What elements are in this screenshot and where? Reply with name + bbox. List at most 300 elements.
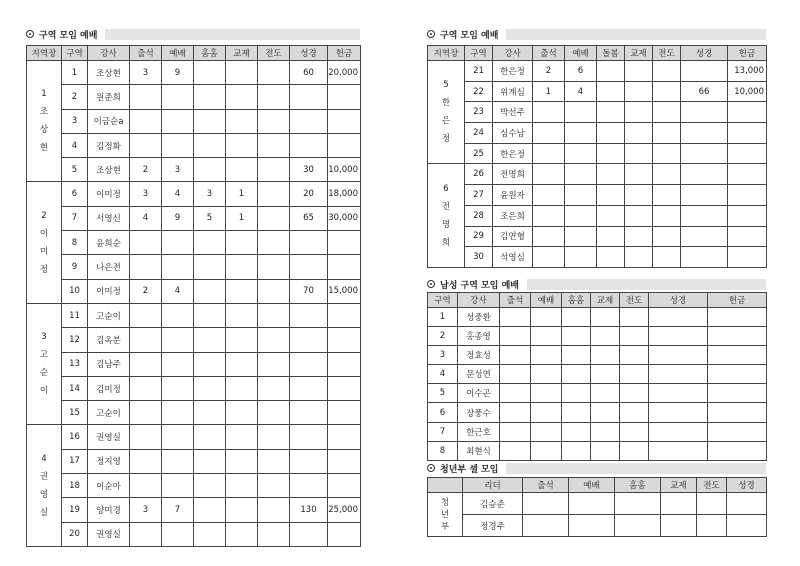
header-cell: 출석 [130,46,162,61]
men-header-cell: 강사 [458,293,500,308]
empty-cell [591,346,620,365]
region-leader-cell [428,164,465,267]
cell-teacher: 서영신 [88,206,130,230]
empty-cell [562,441,591,460]
circle-bullet-icon [427,280,435,288]
cell-teacher: 위계심 [493,81,533,102]
cell-fel [625,226,653,247]
cell-home [194,498,226,522]
table-row [428,81,767,102]
cell-teacher: 조은희 [493,205,533,226]
cell-bible [290,522,328,546]
empty-cell [708,327,767,346]
cell-teacher: 김연형 [493,226,533,247]
cell-off [728,102,767,123]
men-header-cell: 출석 [500,293,531,308]
table-row [27,255,361,279]
empty-cell [649,327,708,346]
cell-wor: 9 [162,61,194,85]
cell-off [328,133,361,157]
cell-no: 1 [62,61,88,85]
header-row [428,293,767,308]
cell-no: 18 [62,474,88,498]
youth-label-char: 부 [440,521,450,532]
cell-eva [258,85,290,109]
empty-cell [569,493,615,515]
title-bar [527,279,766,290]
cell-no: 11 [62,303,88,327]
cell-no: 7 [428,422,458,441]
cell-off [328,109,361,133]
cell-teacher: 권영실 [88,522,130,546]
region-leader-char: 6 [443,183,449,194]
table-row [27,449,361,473]
cell-eva [258,109,290,133]
header-row [428,478,767,493]
cell-off: 15,000 [328,279,361,303]
region-leader-char: 전 [441,201,451,212]
table-row [428,205,767,226]
empty-cell [562,346,591,365]
cell-eva [653,123,681,144]
cell-att [533,185,565,206]
empty-cell [500,441,531,460]
cell-teacher: 조상현 [88,158,130,182]
cell-off [328,449,361,473]
region-leader-cell [27,425,62,546]
cell-home [194,328,226,352]
cell-wor [162,328,194,352]
cell-eva [258,401,290,425]
empty-cell [523,493,569,515]
cell-leader: 김승준 [463,493,523,515]
empty-cell [727,515,767,537]
header-cell: 헌금 [728,46,767,61]
cell-no: 1 [428,308,458,327]
cell-wor [162,303,194,327]
cell-fel [226,61,258,85]
cell-eva [258,158,290,182]
cell-teacher: 이미정 [88,182,130,206]
table-row [428,102,767,123]
cell-bible: 60 [290,61,328,85]
cell-att: 2 [130,158,162,182]
youth-title-text: 청년부 셀 모임 [440,464,499,475]
cell-home [194,279,226,303]
empty-cell [620,403,649,422]
cell-home [597,61,625,82]
cell-bible [290,328,328,352]
youth-cell-table [427,477,767,537]
cell-home [597,143,625,164]
cell-home: 3 [194,182,226,206]
cell-no: 4 [428,365,458,384]
cell-att [533,102,565,123]
cell-wor [162,255,194,279]
cell-wor [162,352,194,376]
empty-cell [500,422,531,441]
empty-cell [500,346,531,365]
empty-cell [708,384,767,403]
empty-cell [697,515,727,537]
table-row [428,123,767,144]
cell-att [130,474,162,498]
cell-off [328,425,361,449]
empty-cell [523,515,569,537]
table-row [428,164,767,185]
empty-cell [620,384,649,403]
title-bar [105,29,360,40]
cell-teacher: 김옥분 [88,328,130,352]
cell-fel [625,102,653,123]
men-attendance-table [427,292,767,461]
youth-label-cell [428,493,463,537]
men-header-cell: 성경 [649,293,708,308]
cell-eva [258,449,290,473]
cell-fel [226,401,258,425]
table-row [27,425,361,449]
cell-bible [290,109,328,133]
cell-off [328,231,361,255]
cell-off: 25,000 [328,498,361,522]
region-leader-cell [27,61,62,182]
table-row [428,143,767,164]
cell-bible [681,205,728,226]
cell-bible [290,352,328,376]
empty-cell [591,441,620,460]
men-title-text: 남성 구역 모임 예배 [440,280,519,291]
cell-no: 23 [465,102,493,123]
cell-wor [162,449,194,473]
header-cell: 교제 [226,46,258,61]
left-section-title [26,27,360,41]
cell-att [533,143,565,164]
header-cell: 헌금 [328,46,361,61]
cell-fel [625,205,653,226]
empty-cell [649,441,708,460]
empty-cell [697,493,727,515]
table-row [27,109,361,133]
empty-cell [562,308,591,327]
youth-header-cell: 리더 [463,478,523,493]
header-cell: 홈홈 [194,46,226,61]
cell-teacher: 김정화 [88,133,130,157]
table-row [27,231,361,255]
cell-wor [162,376,194,400]
cell-home [597,205,625,226]
empty-cell [591,327,620,346]
empty-cell [500,403,531,422]
cell-no: 2 [428,327,458,346]
table-row [27,303,361,327]
cell-wor [565,185,597,206]
cell-fel [226,133,258,157]
men-section-title [427,277,766,291]
cell-bible [681,164,728,185]
cell-wor: 6 [565,61,597,82]
region-leader-char: 3 [41,332,47,343]
cell-home [194,85,226,109]
cell-bible [681,102,728,123]
cell-teacher: 고순이 [88,303,130,327]
header-cell: 강사 [493,46,533,61]
cell-eva [258,474,290,498]
cell-att [130,255,162,279]
cell-eva [653,247,681,268]
cell-eva [258,206,290,230]
cell-no: 3 [428,346,458,365]
cell-eva [653,61,681,82]
region-leader-char: 5 [443,80,449,91]
header-cell-leader: 지역장 [428,46,465,61]
cell-home [194,376,226,400]
table-row [428,308,767,327]
youth-label-char: 청 [440,497,450,508]
cell-fel [625,247,653,268]
cell-home [597,247,625,268]
cell-bible: 66 [681,81,728,102]
cell-home [597,164,625,185]
header-cell: 돌봄 [597,46,625,61]
cell-bible [290,376,328,400]
youth-header-cell: 교제 [661,478,697,493]
table-row [428,226,767,247]
cell-bible [290,449,328,473]
youth-header-cell: 전도 [697,478,727,493]
header-cell: 강사 [88,46,130,61]
cell-bible [290,425,328,449]
men-header-cell: 구역 [428,293,458,308]
cell-eva [258,328,290,352]
empty-cell [620,327,649,346]
cell-att [130,303,162,327]
table-row [27,133,361,157]
header-cell: 전도 [258,46,290,61]
cell-no: 22 [465,81,493,102]
cell-no: 12 [62,328,88,352]
header-cell: 구역 [62,46,88,61]
cell-home [597,81,625,102]
cell-no: 8 [428,441,458,460]
empty-cell [562,327,591,346]
empty-cell [620,346,649,365]
table-row [428,247,767,268]
region-leader-char: 영 [39,489,49,500]
right-section-title [427,27,766,41]
cell-eva [258,303,290,327]
cell-eva [258,376,290,400]
empty-cell [562,422,591,441]
cell-fel [226,255,258,279]
cell-att [130,376,162,400]
empty-cell [649,346,708,365]
cell-teacher: 박선주 [493,102,533,123]
cell-teacher: 성중환 [458,308,500,327]
cell-att: 1 [533,81,565,102]
table-row [27,376,361,400]
cell-fel [226,85,258,109]
cell-no: 30 [465,247,493,268]
cell-att [130,522,162,546]
cell-no: 15 [62,401,88,425]
cell-att [533,205,565,226]
cell-home [597,226,625,247]
cell-teacher: 김남주 [88,352,130,376]
men-header-cell: 홈홈 [562,293,591,308]
cell-off [728,247,767,268]
cell-fel [226,449,258,473]
cell-eva [653,185,681,206]
cell-teacher: 최현식 [458,441,500,460]
cell-teacher: 김미정 [88,376,130,400]
cell-wor: 4 [162,182,194,206]
table-row [428,327,767,346]
cell-home [194,109,226,133]
empty-cell [591,422,620,441]
cell-wor: 9 [162,206,194,230]
cell-bible [290,303,328,327]
cell-bible [681,143,728,164]
cell-no: 26 [465,164,493,185]
table-row [27,206,361,230]
region-leader-char: 1 [41,89,47,100]
table-row [27,158,361,182]
region-leader-char: 정 [39,264,49,275]
cell-home [194,522,226,546]
empty-cell [562,365,591,384]
cell-off: 20,000 [328,61,361,85]
empty-cell [727,493,767,515]
cell-teacher: 한은정 [493,61,533,82]
region-leader-cell [428,61,465,164]
cell-att [130,401,162,425]
cell-eva [258,498,290,522]
empty-cell [708,365,767,384]
empty-cell [531,308,562,327]
cell-att: 2 [130,279,162,303]
table-row [27,498,361,522]
cell-home [597,185,625,206]
cell-att [130,231,162,255]
cell-off [728,164,767,185]
cell-wor [565,123,597,144]
cell-eva [653,143,681,164]
cell-no: 29 [465,226,493,247]
table-row [428,365,767,384]
region-leader-char: 정 [441,134,451,145]
cell-att [130,352,162,376]
cell-bible [290,85,328,109]
cell-bible [681,226,728,247]
men-header-cell: 예배 [531,293,562,308]
empty-cell [531,346,562,365]
header-cell: 전도 [653,46,681,61]
cell-att [130,85,162,109]
table-row [428,384,767,403]
men-header-cell: 교제 [591,293,620,308]
empty-cell [500,365,531,384]
region-leader-char: 현 [39,143,49,154]
cell-eva [258,231,290,255]
cell-off [328,255,361,279]
cell-leader: 정경주 [463,515,523,537]
empty-cell [591,365,620,384]
cell-att [130,449,162,473]
title-bar [506,463,766,474]
cell-off [328,474,361,498]
cell-fel [226,109,258,133]
cell-off: 10,000 [728,81,767,102]
region-leader-char: 권 [39,471,49,482]
cell-teacher: 심수남 [493,123,533,144]
empty-cell [562,384,591,403]
cell-no: 3 [62,109,88,133]
cell-home [194,255,226,279]
cell-off [328,376,361,400]
cell-wor [162,109,194,133]
cell-wor [565,143,597,164]
region-leader-char: 실 [39,507,49,518]
empty-cell [649,403,708,422]
youth-header-cell: 예배 [569,478,615,493]
men-header-cell: 헌금 [708,293,767,308]
cell-off [328,85,361,109]
cell-home [194,158,226,182]
empty-cell [569,515,615,537]
cell-off [328,328,361,352]
cell-home [597,123,625,144]
empty-cell [708,403,767,422]
empty-cell [661,493,697,515]
cell-wor [565,247,597,268]
region-leader-char: 2 [41,210,47,221]
empty-cell [649,422,708,441]
cell-teacher: 원준희 [88,85,130,109]
table-row [428,403,767,422]
region-leader-char: 미 [39,246,49,257]
empty-cell [615,515,661,537]
right-attendance-table [427,45,767,268]
cell-eva [258,133,290,157]
cell-bible: 130 [290,498,328,522]
region-leader-char: 희 [441,237,451,248]
empty-cell [591,384,620,403]
region-leader-char: 순 [39,368,49,379]
cell-eva [653,164,681,185]
cell-home [194,352,226,376]
cell-bible [681,247,728,268]
cell-att [130,133,162,157]
cell-off [728,123,767,144]
cell-att [533,164,565,185]
cell-no: 16 [62,425,88,449]
cell-wor: 4 [565,81,597,102]
circle-bullet-icon [26,30,34,38]
youth-header-blank [428,478,463,493]
cell-teacher: 조상현 [88,61,130,85]
empty-cell [708,346,767,365]
header-row [27,46,361,61]
empty-cell [500,308,531,327]
cell-bible: 20 [290,182,328,206]
cell-fel [625,164,653,185]
cell-att: 3 [130,498,162,522]
youth-header-cell: 홈홈 [615,478,661,493]
cell-teacher: 고순이 [88,401,130,425]
cell-wor: 3 [162,158,194,182]
cell-teacher: 윤원자 [493,185,533,206]
cell-teacher: 양미경 [88,498,130,522]
